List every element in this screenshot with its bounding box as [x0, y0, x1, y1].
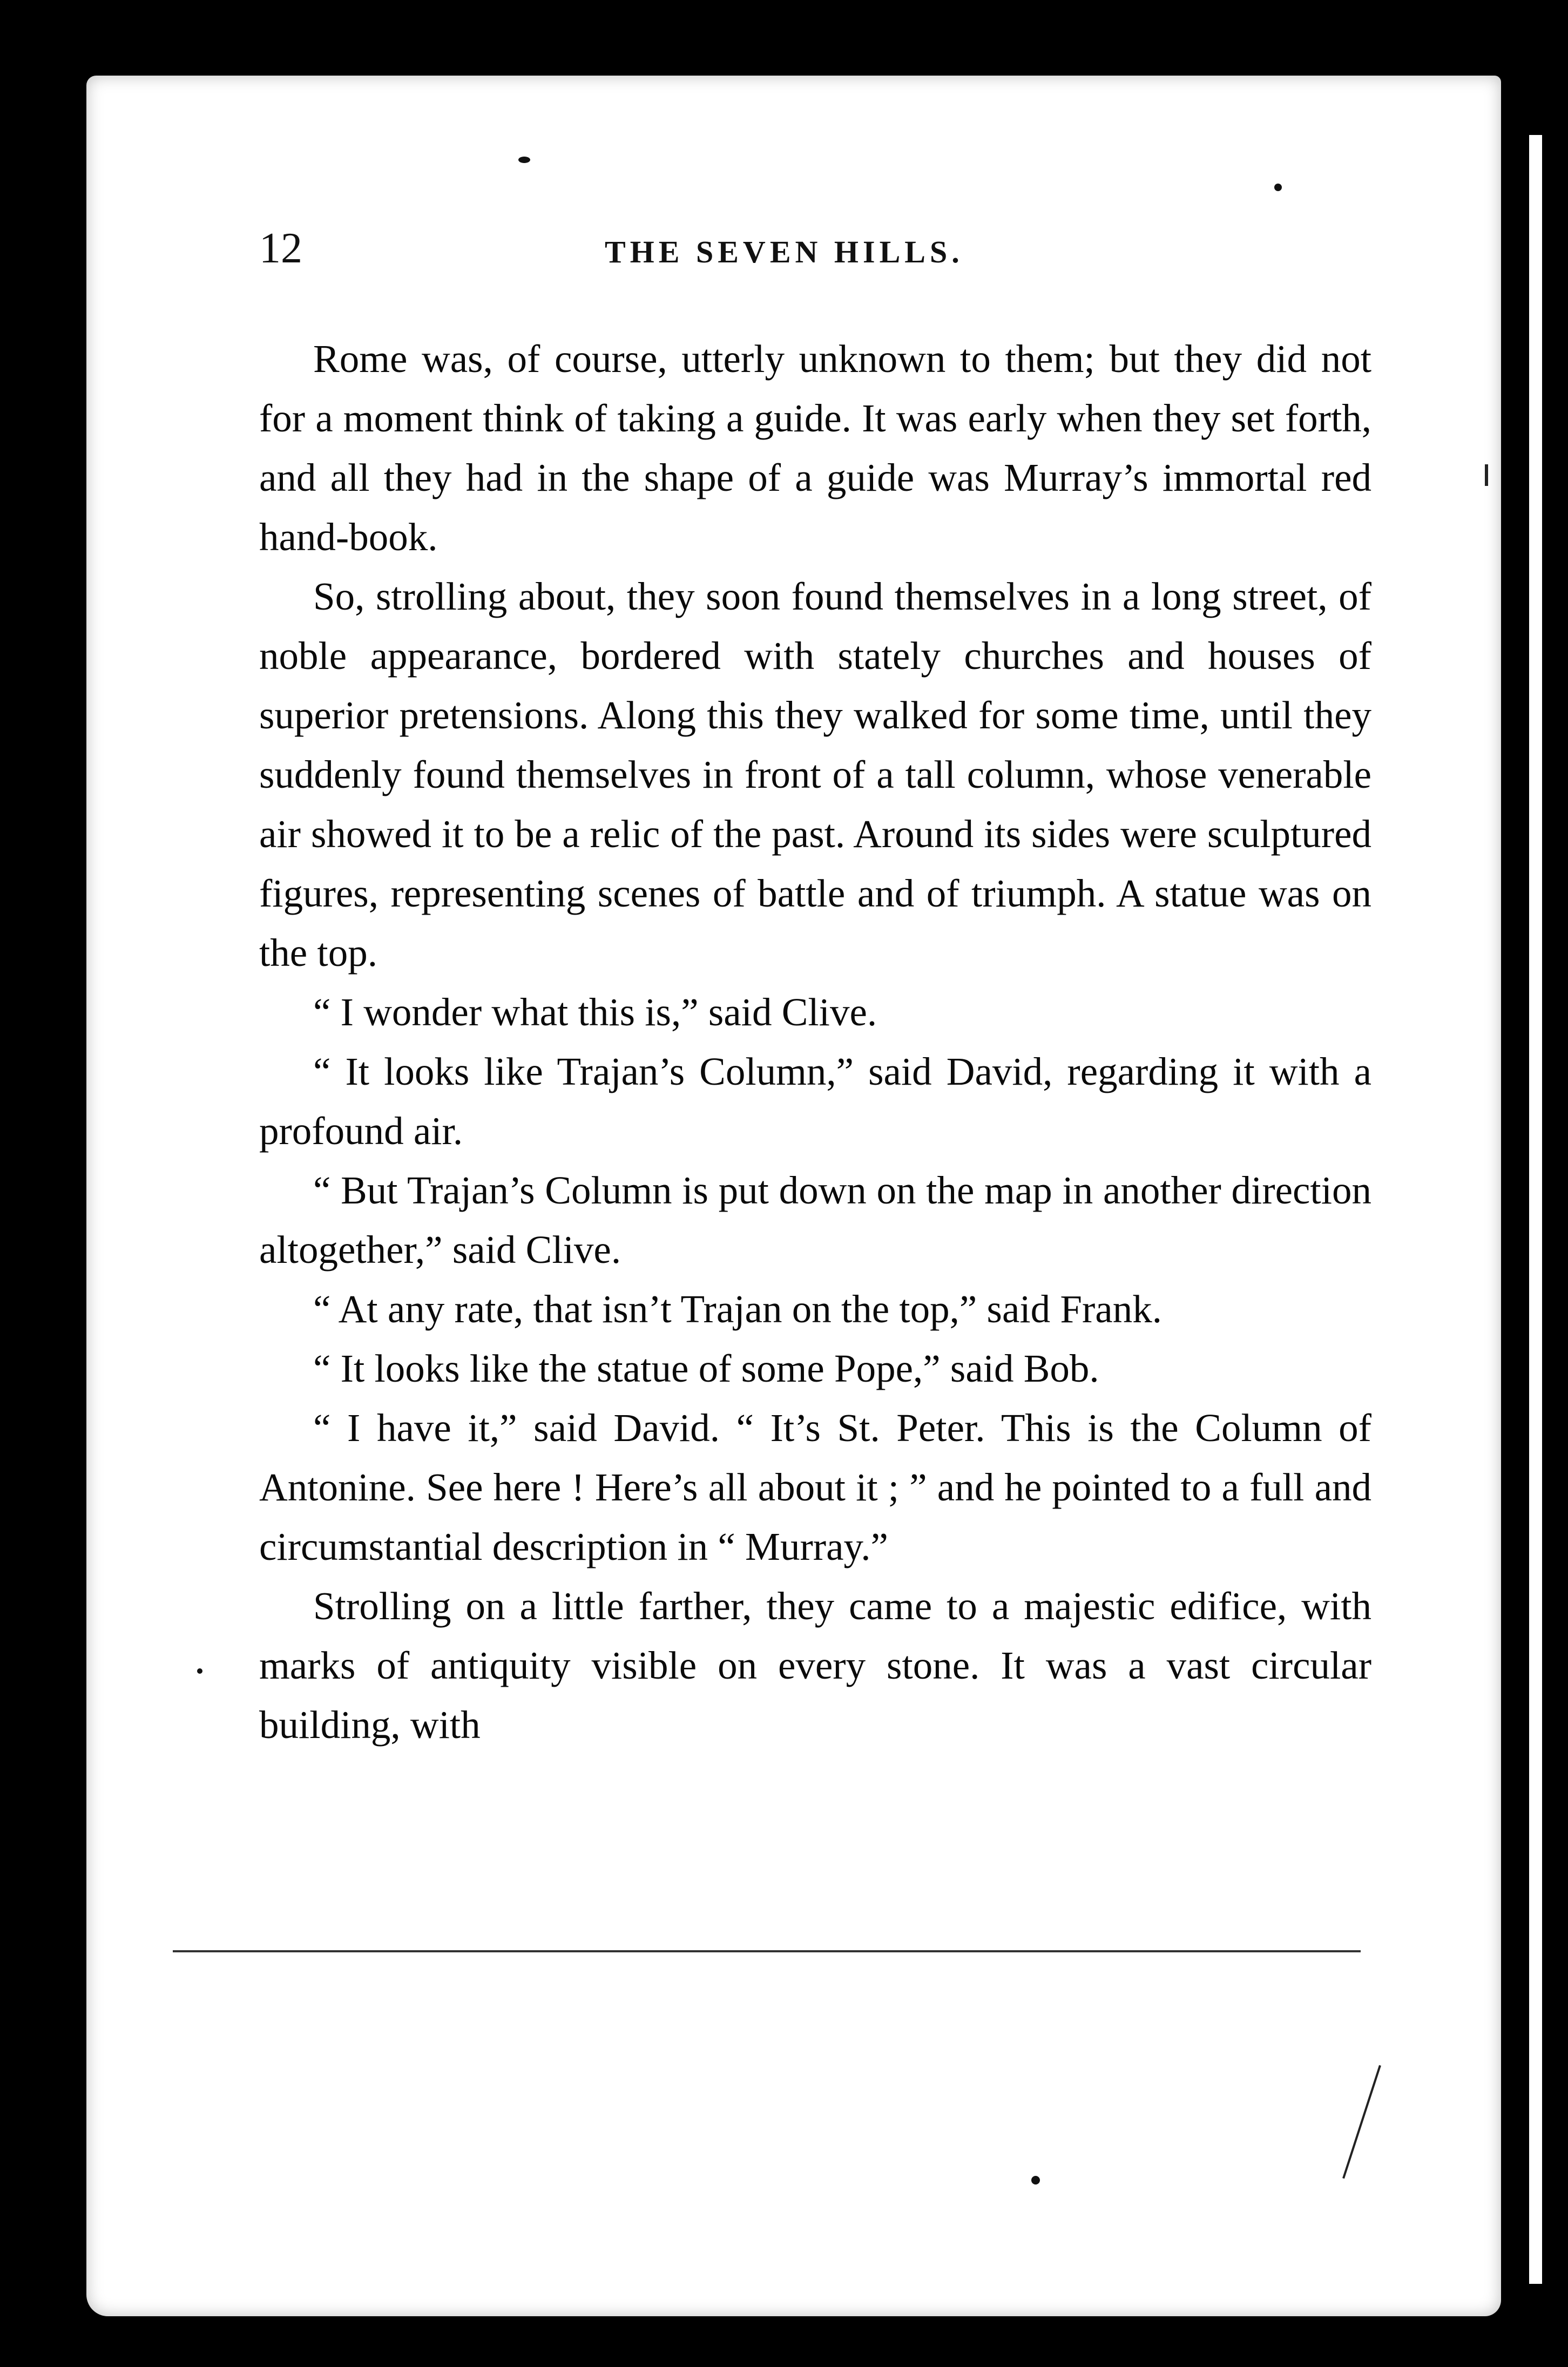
paragraph: “ I have it,” said David. “ It’s St. Peter. This is the Column of Antonine. See here ! Here’s all about it ; ” and he pointed to a full and circumstantial description in “ Murray.” — [259, 1406, 1371, 1568]
body-text — [259, 329, 1371, 1755]
paragraph: “ It looks like the statue of some Pope,” said Bob. — [313, 1347, 1099, 1390]
ink-speck — [518, 157, 530, 163]
running-title: THE SEVEN HILLS. — [605, 234, 964, 269]
printing-rule-artifact — [173, 1950, 1361, 1952]
page-edge-strip — [1529, 135, 1542, 2284]
paragraph: Rome was, of course, utterly unknown to them; but they did not for a moment think of taking a guide. It was early when they set forth, and all they had in the shape of a guide was Murray’s immortal red hand-book. — [259, 337, 1371, 559]
ink-speck — [1031, 2176, 1040, 2185]
paragraph: “ It looks like Trajan’s Column,” said David, regarding it with a profound air. — [259, 1050, 1371, 1153]
running-head — [259, 227, 1371, 292]
paragraph: “ I wonder what this is,” said Clive. — [313, 990, 877, 1034]
paragraph: “ At any rate, that isn’t Trajan on the top,” said Frank. — [313, 1287, 1162, 1331]
paragraph: “ But Trajan’s Column is put down on the map in another direction altogether,” said Clive. — [259, 1168, 1371, 1272]
page-number: 12 — [259, 225, 302, 272]
ink-speck — [1274, 184, 1282, 191]
margin-mark — [1485, 464, 1488, 486]
paragraph: So, strolling about, they soon found themselves in a long street, of noble appearance, bordered with stately churches and houses of superior pretensions. Along this they walked for some time, until they suddenly found themselves in front of a tall column, whose venerable air showed it to be a relic of the past. Around its sides were sculptured figures, representing scenes of battle and of triumph. A statue was on the top. — [259, 574, 1371, 975]
paragraph: Strolling on a little farther, they came to a majestic edifice, with marks of antiquity visible on every stone. It was a vast circular building, with — [259, 1584, 1371, 1747]
ink-speck — [197, 1668, 202, 1674]
